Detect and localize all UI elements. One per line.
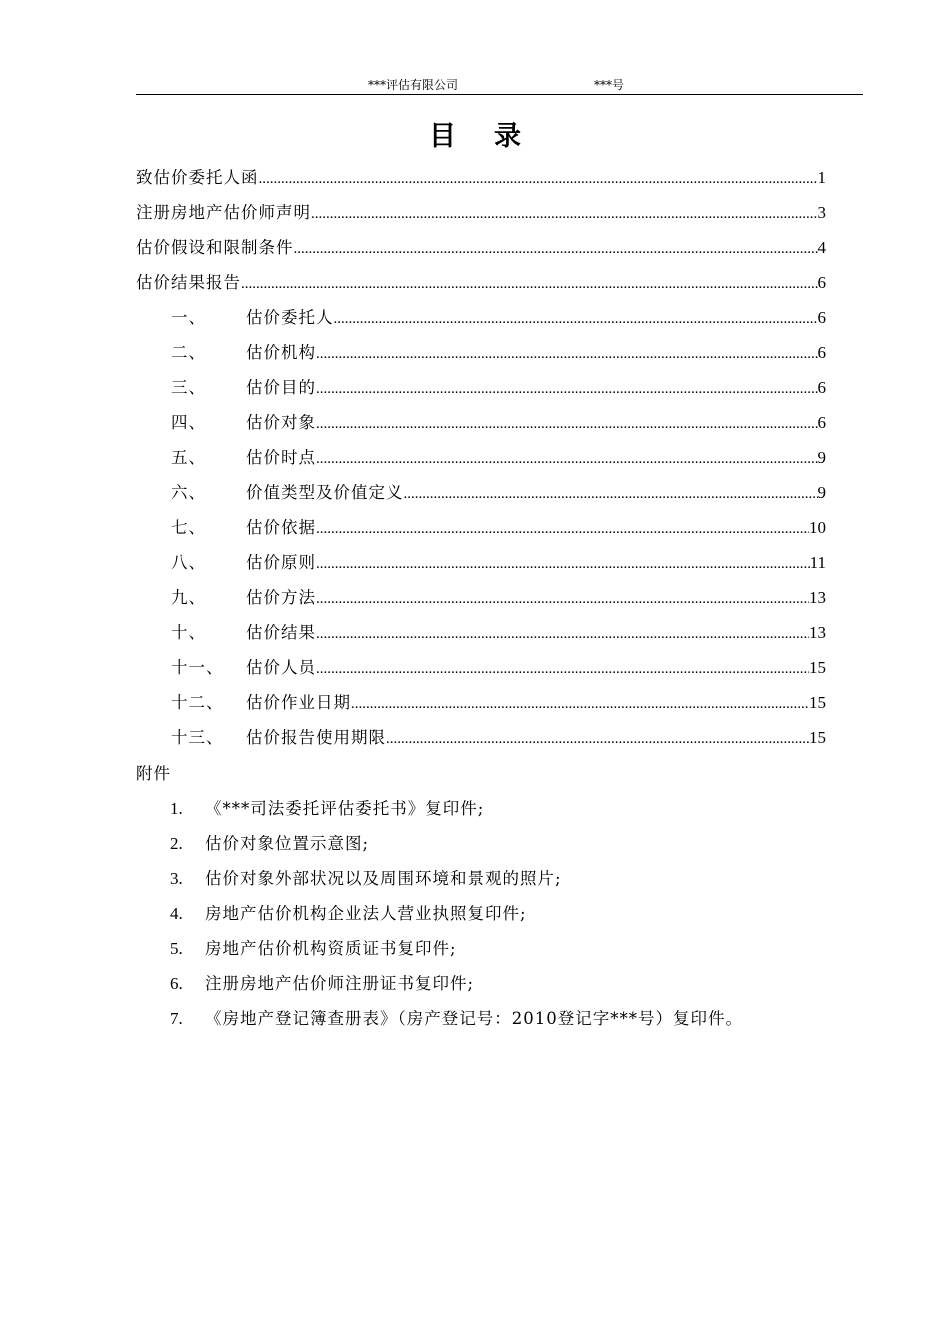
toc-entry-label: 估价对象 bbox=[246, 413, 316, 432]
toc-entry-label: 估价目的 bbox=[246, 378, 316, 397]
toc-leader bbox=[294, 232, 818, 267]
toc-entry-page: 9 bbox=[817, 483, 826, 502]
toc-entry-label: 注册房地产估价师声明 bbox=[136, 203, 311, 222]
toc-entry-number: 二、 bbox=[171, 343, 206, 362]
appendix-item-number: 1. bbox=[170, 799, 183, 818]
appendix-item-number: 6. bbox=[170, 974, 183, 993]
toc-entry-label: 估价结果 bbox=[246, 623, 316, 642]
toc-entry-number: 九、 bbox=[171, 588, 206, 607]
toc-subentry[interactable] bbox=[136, 475, 826, 510]
toc-subentry[interactable] bbox=[136, 300, 826, 335]
header-number: ***号 bbox=[594, 78, 625, 92]
toc-entry-label: 致估价委托人函 bbox=[136, 168, 259, 187]
toc-entry-page: 6 bbox=[817, 343, 826, 362]
toc-subentry[interactable] bbox=[136, 510, 826, 545]
appendix-item bbox=[136, 826, 856, 861]
toc-entry-page: 6 bbox=[817, 308, 826, 327]
toc-entry[interactable] bbox=[136, 160, 826, 195]
toc-entry-page: 1 bbox=[817, 168, 826, 187]
toc-leader bbox=[316, 617, 809, 652]
toc-entry-number: 八、 bbox=[171, 553, 206, 572]
appendix-item bbox=[136, 931, 856, 966]
table-of-contents bbox=[136, 160, 826, 755]
toc-entry-page: 4 bbox=[817, 238, 826, 257]
toc-leader bbox=[316, 442, 818, 477]
toc-leader bbox=[316, 547, 810, 582]
appendix-item bbox=[136, 966, 856, 1001]
toc-leader bbox=[351, 687, 809, 722]
appendix-item bbox=[136, 896, 856, 931]
toc-leader bbox=[404, 477, 818, 512]
toc-subentry[interactable] bbox=[136, 545, 826, 580]
toc-entry-page: 6 bbox=[817, 273, 826, 292]
toc-leader bbox=[259, 162, 818, 197]
appendix-item-text: 估价对象外部状况以及周围环境和景观的照片; bbox=[205, 869, 562, 888]
toc-entry-number: 十二、 bbox=[171, 693, 224, 712]
appendix-item-text: 房地产估价机构资质证书复印件; bbox=[205, 939, 457, 958]
appendix-item bbox=[136, 1001, 856, 1036]
appendix-item-number: 2. bbox=[170, 834, 183, 853]
toc-entry-page: 13 bbox=[809, 623, 826, 642]
toc-entry-page: 9 bbox=[817, 448, 826, 467]
toc-leader bbox=[316, 512, 809, 547]
toc-subentry[interactable] bbox=[136, 720, 826, 755]
appendix-item-number: 7. bbox=[170, 1009, 183, 1028]
toc-subentry[interactable] bbox=[136, 440, 826, 475]
toc-entry-number: 十三、 bbox=[171, 728, 224, 747]
appendix-item-text: 注册房地产估价师注册证书复印件; bbox=[205, 974, 475, 993]
toc-entry-page: 15 bbox=[809, 728, 826, 747]
appendix-item-number: 4. bbox=[170, 904, 183, 923]
toc-subentry[interactable] bbox=[136, 370, 826, 405]
toc-entry-label: 估价假设和限制条件 bbox=[136, 238, 294, 257]
toc-entry-number: 七、 bbox=[171, 518, 206, 537]
toc-entry-page: 15 bbox=[809, 658, 826, 677]
toc-entry-label: 估价委托人 bbox=[246, 308, 334, 327]
toc-entry-page: 10 bbox=[809, 518, 826, 537]
toc-subentry[interactable] bbox=[136, 615, 826, 650]
toc-entry-number: 一、 bbox=[171, 308, 206, 327]
toc-subentry[interactable] bbox=[136, 335, 826, 370]
toc-entry-number: 十一、 bbox=[171, 658, 224, 677]
toc-entry-label: 价值类型及价值定义 bbox=[246, 483, 404, 502]
toc-entry-label: 估价报告使用期限 bbox=[246, 728, 386, 747]
appendix-item-text: 《房地产登记簿查册表》（房产登记号：2010登记字***号）复印件。 bbox=[205, 1009, 743, 1028]
toc-leader bbox=[316, 582, 809, 617]
appendix-item-text: 估价对象位置示意图; bbox=[205, 834, 370, 853]
header-company: ***评估有限公司 bbox=[368, 78, 459, 92]
toc-leader bbox=[334, 302, 818, 337]
toc-leader bbox=[316, 407, 818, 442]
toc-subentry[interactable] bbox=[136, 405, 826, 440]
appendix-item bbox=[136, 861, 856, 896]
appendix-item bbox=[136, 791, 856, 826]
toc-subentry[interactable] bbox=[136, 580, 826, 615]
toc-leader bbox=[311, 197, 818, 232]
appendix-item-text: 房地产估价机构企业法人营业执照复印件; bbox=[205, 904, 527, 923]
toc-entry-number: 五、 bbox=[171, 448, 206, 467]
toc-entry[interactable] bbox=[136, 195, 826, 230]
appendix-section bbox=[136, 756, 856, 1036]
page-header bbox=[136, 74, 863, 95]
toc-entry-label: 估价依据 bbox=[246, 518, 316, 537]
toc-entry-label: 估价方法 bbox=[246, 588, 316, 607]
toc-entry-page: 15 bbox=[809, 693, 826, 712]
toc-entry-page: 6 bbox=[817, 378, 826, 397]
toc-entry-label: 估价时点 bbox=[246, 448, 316, 467]
toc-entry-page: 3 bbox=[817, 203, 826, 222]
toc-entry[interactable] bbox=[136, 265, 826, 300]
toc-leader bbox=[316, 652, 809, 687]
appendix-item-text: 《***司法委托评估委托书》复印件; bbox=[205, 799, 485, 818]
toc-leader bbox=[241, 267, 818, 302]
appendix-item-number: 5. bbox=[170, 939, 183, 958]
toc-entry-label: 估价原则 bbox=[246, 553, 316, 572]
appendix-item-number: 3. bbox=[170, 869, 183, 888]
toc-entry-number: 四、 bbox=[171, 413, 206, 432]
toc-subentry[interactable] bbox=[136, 650, 826, 685]
toc-entry[interactable] bbox=[136, 230, 826, 265]
appendix-heading: 附件 bbox=[136, 764, 171, 783]
toc-entry-label: 估价机构 bbox=[246, 343, 316, 362]
toc-entry-number: 十、 bbox=[171, 623, 206, 642]
toc-subentry[interactable] bbox=[136, 685, 826, 720]
toc-entry-page: 6 bbox=[817, 413, 826, 432]
toc-entry-label: 估价结果报告 bbox=[136, 273, 241, 292]
toc-entry-label: 估价人员 bbox=[246, 658, 316, 677]
toc-leader bbox=[316, 372, 818, 407]
toc-leader bbox=[386, 722, 809, 757]
toc-leader bbox=[316, 337, 818, 372]
page-title: 目录 bbox=[429, 121, 559, 152]
toc-entry-number: 三、 bbox=[171, 378, 206, 397]
toc-entry-number: 六、 bbox=[171, 483, 206, 502]
toc-entry-page: 13 bbox=[809, 588, 826, 607]
toc-entry-page: 11 bbox=[809, 553, 826, 572]
toc-entry-label: 估价作业日期 bbox=[246, 693, 351, 712]
